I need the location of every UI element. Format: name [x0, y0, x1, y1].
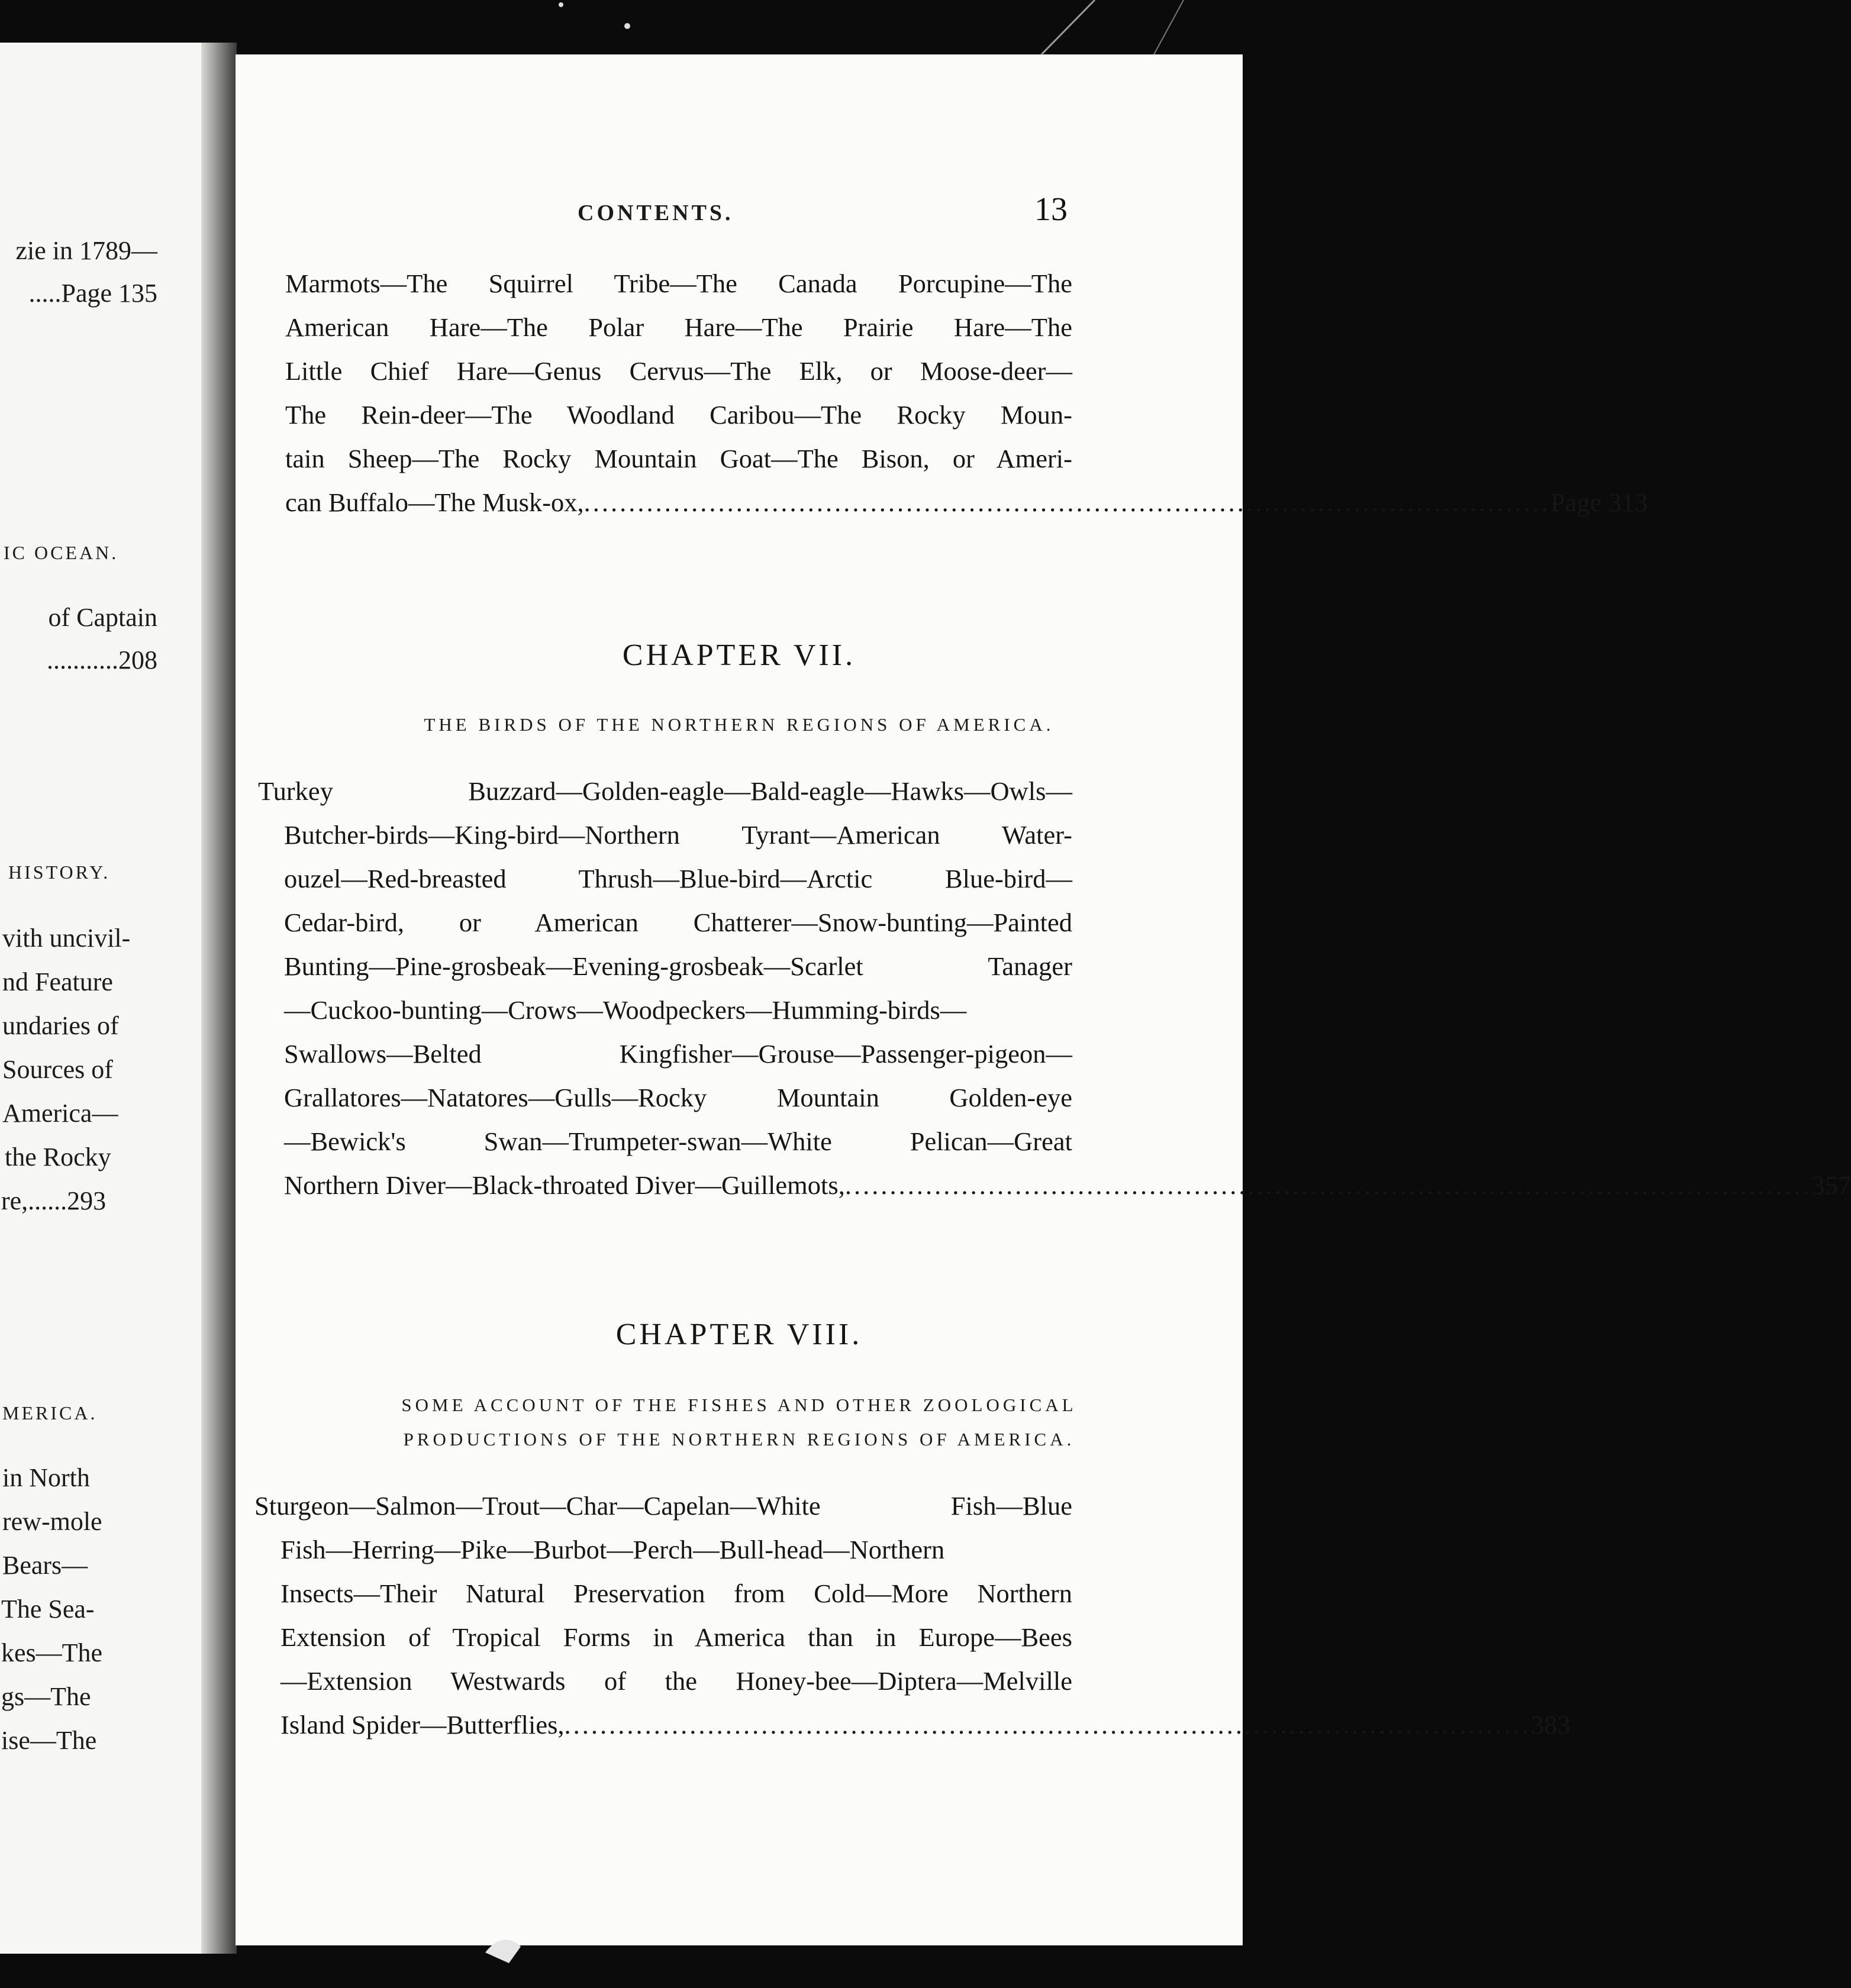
binding-mark [485, 1939, 521, 1963]
chapter8-subtitle-line2: PRODUCTIONS OF THE NORTHERN REGIONS OF AMERICA. [403, 1429, 1075, 1450]
contents-line: Insects—Their Natural Preservation from Cold—More Northern [280, 1579, 1072, 1608]
contents-line: Sturgeon—Salmon—Trout—Char—Capelan—White Fish—Blue [254, 1491, 1072, 1521]
contents-line: Swallows—Belted Kingfisher—Grouse—Passenger-pigeon— [284, 1039, 1072, 1069]
left-page-fragment: Bears— [2, 1551, 88, 1580]
contents-line: Little Chief Hare—Genus Cervus—The Elk, or Moose-deer— [285, 356, 1072, 386]
left-page-fragment: vith uncivil- [2, 924, 131, 953]
page-reference: 383 [1531, 1710, 1571, 1740]
left-page-fragment: .....Page 135 [28, 279, 157, 308]
left-page-fragment: undaries of [2, 1011, 119, 1040]
contents-text: Island Spider—Butterflies, [280, 1710, 565, 1740]
contents-line: American Hare—The Polar Hare—The Prairie Hare—The [285, 312, 1072, 342]
left-page-fragment: HISTORY. [8, 861, 111, 883]
page-reference: 357 [1811, 1170, 1851, 1200]
running-head: CONTENTS. [578, 201, 734, 225]
scratch-mark [1041, 0, 1095, 54]
contents-line: ouzel—Red-breasted Thrush—Blue-bird—Arctic Blue-bird— [284, 864, 1072, 893]
contents-line: Marmots—The Squirrel Tribe—The Canada Porcupine—The [285, 269, 1072, 298]
chapter8-subtitle-line1: SOME ACCOUNT OF THE FISHES AND OTHER ZOOLOGICAL [401, 1395, 1077, 1415]
scratch-mark [1154, 0, 1184, 54]
left-page-fragment: the Rocky [5, 1143, 111, 1172]
left-page-fragment: IC OCEAN. [4, 542, 119, 563]
left-page-fragment: kes—The [1, 1638, 103, 1667]
left-page-fragment: America— [2, 1099, 118, 1128]
contents-line: tain Sheep—The Rocky Mountain Goat—The Bison, or Ameri- [285, 444, 1072, 473]
contents-line: Fish—Herring—Pike—Burbot—Perch—Bull-head—Northern [280, 1535, 945, 1564]
dust-speck [559, 2, 563, 7]
left-page-fragment: The Sea- [1, 1595, 95, 1624]
chapter8-title: CHAPTER VIII. [615, 1318, 863, 1351]
left-page-fragment: ise—The [1, 1726, 97, 1755]
left-page-fragment: ...........208 [47, 646, 157, 674]
page-number: 13 [1034, 191, 1068, 228]
dot-leader: ............................................................................................................ [844, 1170, 1812, 1200]
contents-line: The Rein-deer—The Woodland Caribou—The Rocky Moun- [285, 400, 1072, 430]
left-page-fragment: re,......293 [1, 1186, 107, 1215]
dot-leader: ............................................................................................................ [564, 1710, 1531, 1740]
contents-line: Extension of Tropical Forms in America than in Europe—Bees [280, 1622, 1072, 1652]
contents-line: —Bewick's Swan—Trumpeter-swan—White Pelican—Great [284, 1127, 1072, 1156]
contents-line: —Cuckoo-bunting—Crows—Woodpeckers—Humming-birds— [284, 995, 967, 1025]
chapter7-subtitle: THE BIRDS OF THE NORTHERN REGIONS OF AMERICA. [424, 714, 1055, 735]
contents-line: —Extension Westwards of the Honey-bee—Diptera—Melville [280, 1666, 1072, 1696]
left-page-fragment: MERICA. [2, 1402, 98, 1424]
left-page-fragment: gs—The [1, 1682, 91, 1711]
dot-leader: ............................................................................................................ [583, 488, 1551, 517]
contents-line: Cedar-bird, or American Chatterer—Snow-bunting—Painted [284, 908, 1072, 937]
contents-line: Turkey Buzzard—Golden-eagle—Bald-eagle—Hawks—Owls— [258, 776, 1072, 806]
left-page-fragment: rew-mole [2, 1507, 102, 1536]
left-page-fragment: zie in 1789— [15, 236, 157, 265]
left-page-fragment: in North [2, 1463, 90, 1492]
page-reference: Page 313 [1550, 488, 1648, 517]
contents-text: can Buffalo—The Musk-ox, [285, 488, 584, 517]
contents-line: Grallatores—Natatores—Gulls—Rocky Mountain Golden-eye [284, 1083, 1072, 1112]
contents-line: Bunting—Pine-grosbeak—Evening-grosbeak—Scarlet Tanager [284, 951, 1072, 981]
left-page-fragment: Sources of [2, 1055, 113, 1084]
left-page-fragment: nd Feature [2, 967, 113, 996]
contents-line: Butcher-birds—King-bird—Northern Tyrant—American Water- [284, 820, 1072, 850]
chapter7-title: CHAPTER VII. [622, 638, 856, 672]
dust-speck [624, 23, 630, 29]
contents-text: Northern Diver—Black-throated Diver—Guillemots, [284, 1170, 845, 1200]
left-page-fragment: of Captain [48, 603, 157, 632]
